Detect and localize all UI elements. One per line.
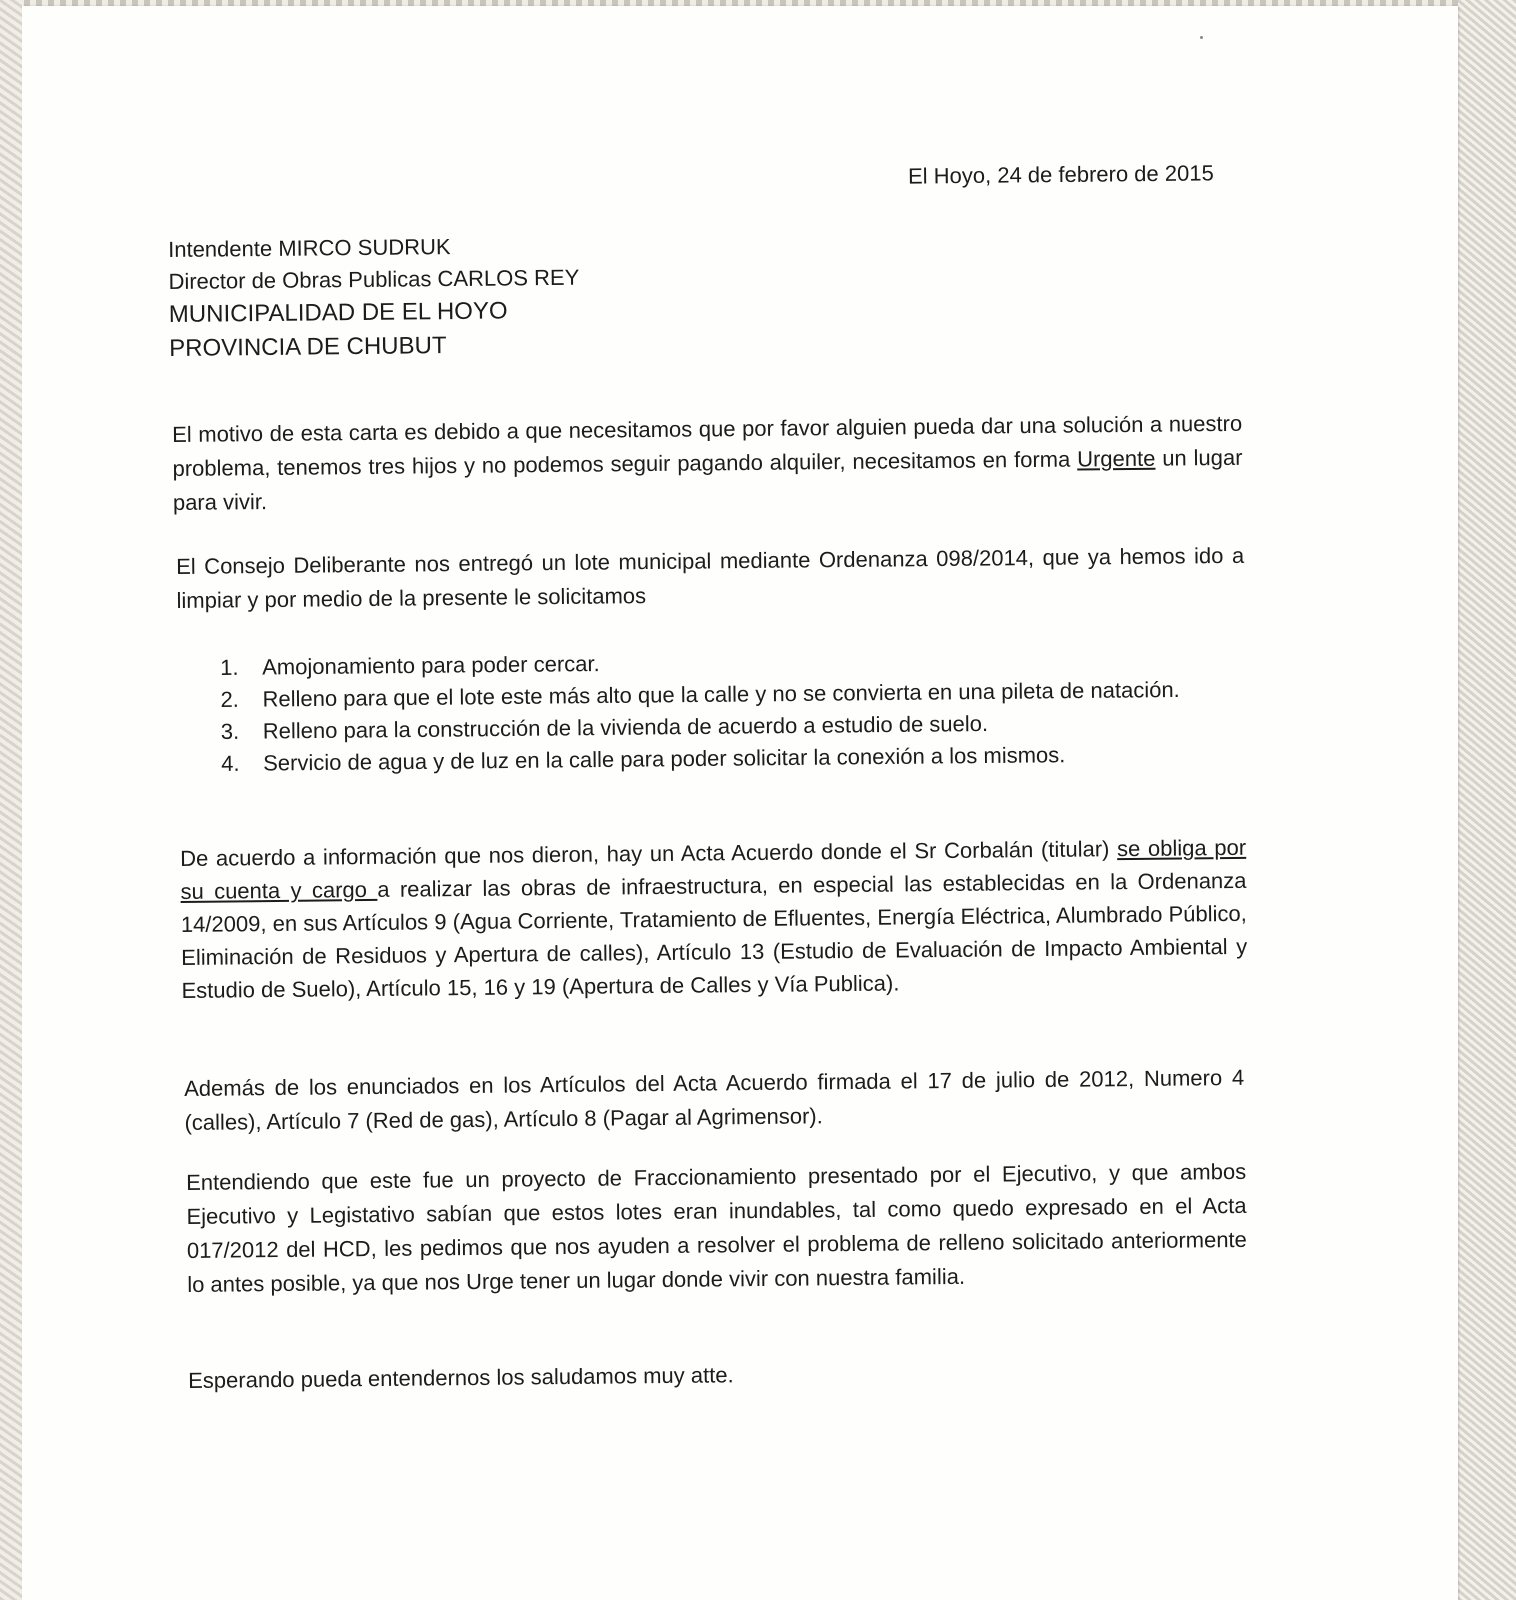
request-text: Relleno para la construcción de la vivienda de acuerdo a estudio de suelo. bbox=[262, 710, 989, 744]
request-number: 3. bbox=[220, 718, 240, 744]
scan-speck bbox=[1200, 36, 1203, 39]
paragraph-2: El Consejo Deliberante nos entregó un lote municipal mediante Ordenanza 098/2014, que ya hemos ido a limpiar y por medio de la presente le solicitamos bbox=[176, 542, 1245, 613]
request-number: 2. bbox=[220, 686, 239, 712]
request-text: Amojonamiento para poder cercar. bbox=[262, 651, 600, 680]
paragraph-3 bbox=[180, 831, 1248, 1007]
paragraph-3-text: De acuerdo a información que nos dieron, hay un Acta Acuerdo donde el Sr Corbalán (titular) bbox=[180, 836, 1118, 871]
paragraph-5: Entendiendo que este fue un proyecto de Fraccionamiento presentado por el Ejecutivo, y que ambos Ejecutivo y Legistativo sabían que estos lotes eran inundables, tal como quedo expresado en el Acta 017/2012 del HCD, les pedimos que nos ayuden a resolver el problema de relleno solicitado anteriormente lo antes posible, ya que nos Urge tener un lugar donde vivir con nuestra familia. bbox=[186, 1158, 1247, 1297]
request-number: 1. bbox=[220, 654, 239, 680]
paragraph-1-text-end: un lugar para vivir. bbox=[172, 444, 1243, 515]
request-text: Relleno para que el lote este más alto que la calle y no se convierta en una pileta de natación. bbox=[262, 676, 1180, 712]
closing-line: Esperando pueda entendernos los saludamos muy atte. bbox=[188, 1362, 734, 1393]
letter-date: El Hoyo, 24 de febrero de 2015 bbox=[907, 160, 1214, 189]
request-number: 4. bbox=[221, 750, 240, 776]
addressee-line-3: MUNICIPALIDAD DE EL HOYO bbox=[168, 297, 508, 328]
scan-border-right bbox=[1458, 0, 1516, 1600]
addressee-block bbox=[168, 230, 580, 366]
scan-border-left bbox=[0, 0, 22, 1600]
paragraph-1 bbox=[172, 407, 1243, 520]
requests-list bbox=[220, 641, 1249, 780]
letter-page bbox=[22, 6, 1458, 1600]
paragraph-3-text-end: a realizar las obras de infraestructura, en especial las establecidas en la Ordenanza 14/2009, en sus Artículos 9 (Agua Corriente, Tratamiento de Efluentes, Energía Eléctrica, Alumbrado Público, Eliminación de Residuos y Apertura de calles), Artículo 13 (Estudio de Evaluación de Impacto Ambiental y Estudio de Suelo), Artículo 15, 16 y 19 (Apertura de Calles y Vía Publica). bbox=[180, 867, 1248, 1003]
addressee-line-1: Intendente MIRCO SUDRUK bbox=[168, 234, 451, 262]
request-text: Servicio de agua y de luz en la calle para poder solicitar la conexión a los mismos. bbox=[263, 742, 1066, 776]
paragraph-4: Además de los enunciados en los Artículos del Acta Acuerdo firmada el 17 de julio de 2012, Numero 4 (calles), Artículo 7 (Red de gas), Artículo 8 (Pagar al Agrimensor). bbox=[184, 1064, 1245, 1135]
addressee-line-2: Director de Obras Publicas CARLOS REY bbox=[168, 264, 580, 294]
paragraph-1-underlined: Urgente bbox=[1076, 445, 1156, 472]
letter-content bbox=[22, 6, 1458, 1600]
addressee-line-4: PROVINCIA DE CHUBUT bbox=[169, 332, 447, 362]
paragraph-1-text: El motivo de esta carta es debido a que necesitamos que por favor alguien pueda dar una solución a nuestro problema, tenemos tres hijos y no podemos seguir pagando alquiler, necesitamos en forma bbox=[172, 410, 1243, 481]
paragraph-3-underlined: se obliga por su cuenta y cargo bbox=[180, 834, 1247, 904]
